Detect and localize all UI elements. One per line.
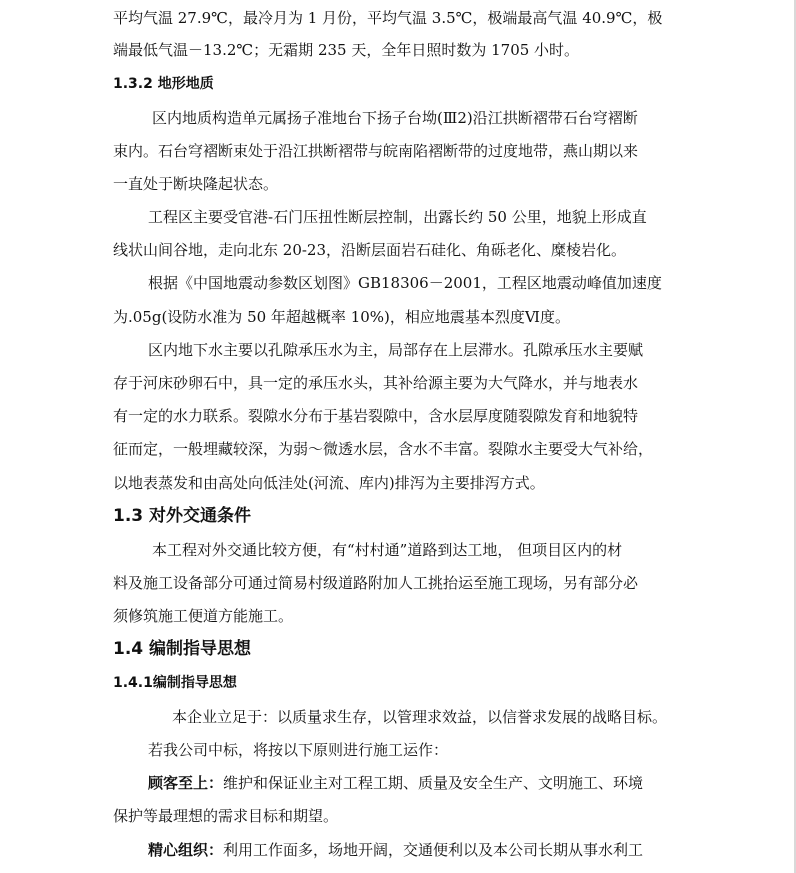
heading-1-4-1: 1.4.1编制指导思想 [113, 675, 237, 691]
heading-1-4: 1.4 编制指导思想 [113, 639, 252, 659]
para-organize-line-1 [0, 840, 796, 860]
para-fault-line-1: 工程区主要受官港-石门压扭性断层控制，出露长约 50 公里，地貌上形成直 [148, 208, 647, 226]
para-customer-line-2: 保护等最理想的需求目标和期望。 [113, 807, 339, 825]
para-traffic-line-2: 料及施工设备部分可通过简易村级道路附加人工挑抬运至施工现场，另有部分必 [113, 574, 639, 592]
customer-first-text: 维护和保证业主对工程工期、质量及安全生产、文明施工、环境 [223, 774, 644, 792]
para-traffic-line-3: 须修筑施工便道方能施工。 [113, 607, 294, 625]
careful-organize-text: 利用工作面多，场地开阔，交通便利以及本公司长期从事水利工 [223, 841, 644, 859]
heading-1-3-2: 1.3.2 地形地质 [113, 76, 214, 92]
para-customer-line-1 [0, 773, 796, 793]
para-climate-line-1: 平均气温 27.9℃，最冷月为 1 月份，平均气温 3.5℃，极端最高气温 40.9℃，极 [113, 9, 663, 27]
customer-first-label: 顾客至上： [148, 774, 224, 792]
para-seismic-line-2: 为.05g(设防水准为 50 年超越概率 10%)，相应地震基本烈度Ⅵ度。 [113, 308, 570, 326]
heading-1-3: 1.3 对外交通条件 [113, 506, 252, 526]
para-groundwater-line-3: 有一定的水力联系。裂隙水分布于基岩裂隙中，含水层厚度随裂隙发育和地貌特 [113, 407, 639, 425]
para-fault-line-2: 线状山间谷地，走向北东 20-23，沿断层面岩石硅化、角砾老化、糜棱岩化。 [113, 241, 627, 259]
para-seismic-line-1: 根据《中国地震动参数区划图》GB18306－2001，工程区地震动峰值加速度 [148, 274, 662, 292]
para-principles-intro: 若我公司中标，将按以下原则进行施工运作： [148, 741, 449, 759]
para-groundwater-line-1: 区内地下水主要以孔隙承压水为主，局部存在上层滞水。孔隙承压水主要赋 [148, 341, 644, 359]
para-groundwater-line-2: 存于河床砂卵石中，具一定的承压水头，其补给源主要为大气降水，并与地表水 [113, 374, 639, 392]
para-geology-line-3: 一直处于断块隆起状态。 [113, 175, 279, 193]
para-groundwater-line-4: 征而定，一般埋藏较深，为弱～微透水层，含水不丰富。裂隙水主要受大气补给， [113, 440, 654, 458]
para-groundwater-line-5: 以地表蒸发和由高处向低洼处(河流、库内)排泻为主要排泻方式。 [113, 474, 545, 492]
para-climate-line-2: 端最低气温－13.2℃；无霜期 235 天，全年日照时数为 1705 小时。 [113, 41, 580, 59]
para-geology-line-2: 束内。石台穹褶断束处于沿江拱断褶带与皖南陷褶断带的过度地带，燕山期以来 [113, 142, 639, 160]
para-strategy: 本企业立足于：以质量求生存，以管理求效益，以信誉求发展的战略目标。 [172, 708, 668, 726]
para-traffic-line-1: 本工程对外交通比较方便，有“村村通”道路到达工地， 但项目区内的材 [152, 541, 623, 559]
para-geology-line-1: 区内地质构造单元属扬子准地台下扬子台坳(Ⅲ2)沿江拱断褶带石台穹褶断 [152, 109, 638, 127]
careful-organize-label: 精心组织： [148, 841, 224, 859]
